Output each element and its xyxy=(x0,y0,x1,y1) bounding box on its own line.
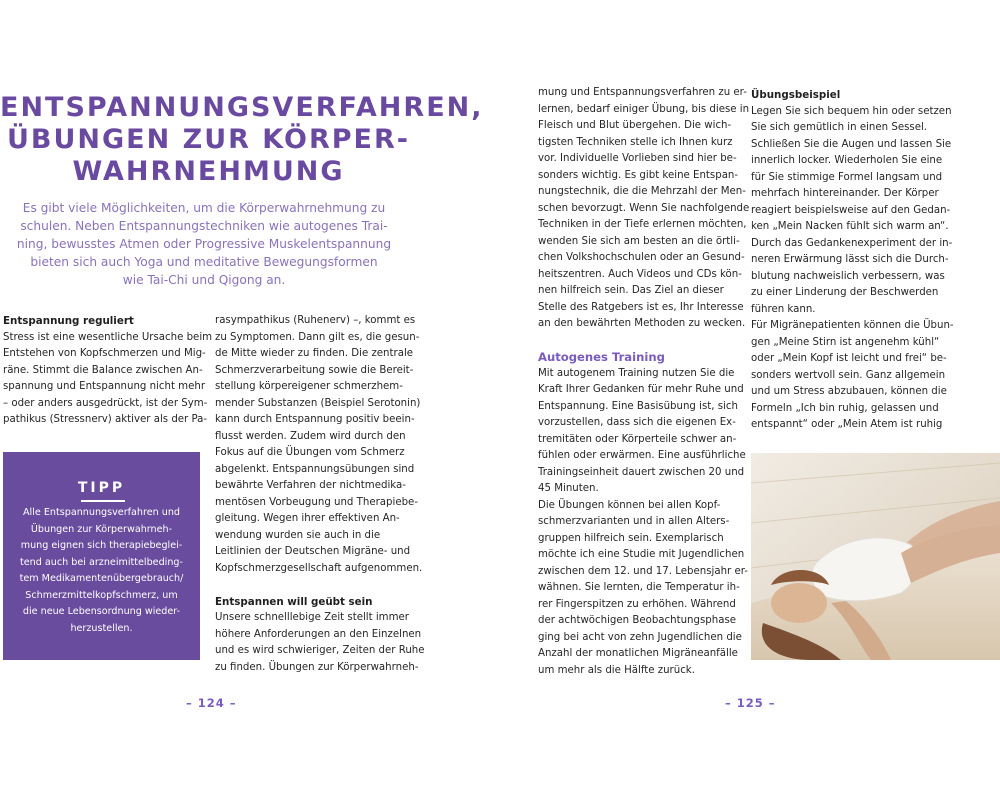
tip-line: Übungen zur Körperwahrneh- xyxy=(30,523,173,535)
text-line: zwischen dem 12. und 17. Lebensjahr er- xyxy=(538,565,748,577)
tip-line: Schmerzmittelkopfschmerz, um xyxy=(25,589,178,601)
tip-line: die neue Lebensordnung wieder- xyxy=(22,606,181,617)
text-line: bewährte Verfahren der nichtmedika- xyxy=(215,480,406,491)
text-line: pathikus (Stressnerv) aktiver als der Pa- xyxy=(3,414,208,425)
text-line: – oder anders ausgedrückt, ist der Sym- xyxy=(3,397,208,409)
title-line: ÜBUNGEN ZUR KÖRPER- xyxy=(6,124,410,155)
text-line: ken „Mein Nacken fühlt sich warm an“. xyxy=(751,221,949,232)
text-line: Für Migränepatienten können die Übun- xyxy=(751,320,954,331)
text-line: Kraft Ihrer Gedanken für mehr Ruhe und xyxy=(538,384,744,395)
text-line: wähnen. Sie lernten, die Temperatur ih- xyxy=(538,582,740,593)
intro-line: Es gibt viele Möglichkeiten, um die Körperwahrnehmung zu xyxy=(22,201,386,215)
text-line: mehrfach hintereinander. Der Körper xyxy=(751,188,939,199)
text-column-1 xyxy=(3,313,213,429)
section-heading: Entspannen will geübt sein xyxy=(215,595,373,608)
text-line: heitszentren. Auch Videos und CDs kön- xyxy=(538,268,742,280)
text-line: Leitlinien der Deutschen Migräne- und xyxy=(215,546,411,557)
text-column-2 xyxy=(215,313,425,676)
text-line: Anzahl der monatlichen Migräneanfälle xyxy=(538,648,738,659)
text-line: Kopfschmerzgesellschaft aufgenommen. xyxy=(215,562,423,574)
text-line: tremitäten oder Körperteile schwer an- xyxy=(538,433,737,445)
text-line: zu einer Linderung der Beschwerden xyxy=(751,287,939,298)
right-page xyxy=(500,0,1000,800)
text-line: 45 Minuten. xyxy=(538,483,599,494)
text-line: schmerzvarianten und in allen Alters- xyxy=(538,516,730,527)
spacer xyxy=(215,577,415,594)
text-line: nen hilfreich sein. Das Ziel an dieser xyxy=(538,285,724,296)
text-line: und um Stress abzubauen, können die xyxy=(751,386,947,397)
tip-line: Alle Entspannungsverfahren und xyxy=(22,507,180,518)
text-line: möchte ich eine Studie mit Jugendlichen xyxy=(538,549,745,560)
tip-title: TIPP xyxy=(77,480,126,496)
text-line: Techniken in der Tiefe erlernen möchten, xyxy=(538,219,747,230)
text-line: mung und Entspannungsverfahren zu er- xyxy=(538,87,747,98)
text-line: Schmerzverarbeitung sowie die Bereit- xyxy=(215,364,414,376)
text-line: wendung wurden sie auch in die xyxy=(215,529,381,541)
text-line: höhere Anforderungen an den Einzelnen xyxy=(215,628,422,640)
text-line: Stelle des Ratgebers ist es, Ihr Interesse xyxy=(538,301,744,313)
text-line: Mit autogenem Training nutzen Sie die xyxy=(538,367,735,379)
relaxing-woman-photo xyxy=(751,453,1000,660)
text-line: führen kann. xyxy=(751,303,816,315)
tip-body xyxy=(7,505,196,637)
text-line: Durch das Gedankenexperiment der in- xyxy=(751,237,953,249)
text-line: rer Fingerspitzen zu erhöhen. Während xyxy=(538,598,736,610)
intro-paragraph xyxy=(16,199,392,289)
text-line: gleitung. Wegen ihrer effektiven An- xyxy=(215,513,400,524)
text-line: Sie sich gemütlich in einen Sessel. xyxy=(751,122,928,133)
text-line: spannung und Entspannung nicht mehr xyxy=(3,381,206,392)
text-line: wenden Sie sich am besten an die örtli- xyxy=(538,235,740,247)
text-line: und es wird schwieriger, Zeiten der Ruhe xyxy=(215,645,425,656)
intro-line: wie Tai-Chi und Qigong an. xyxy=(122,273,286,287)
section-heading-autogenes-training: Autogenes Training xyxy=(538,350,665,364)
intro-line: bieten sich auch Yoga und meditative Bewegungsformen xyxy=(30,255,378,269)
text-line: Fokus auf die Übungen vom Schmerz xyxy=(215,447,405,458)
text-line: zu finden. Übungen zur Körperwahrneh- xyxy=(215,661,419,673)
tip-line: tem Medikamentenübergebrauch/ xyxy=(19,573,184,584)
text-line: mender Substanzen (Beispiel Serotonin) xyxy=(215,397,421,409)
tip-underline xyxy=(81,500,125,502)
text-line: um mehr als die Hälfte zurück. xyxy=(538,664,695,676)
text-line: Entstehen von Kopfschmerzen und Mig- xyxy=(3,348,206,359)
text-line: kann durch Entspannung positiv beein- xyxy=(215,414,415,425)
text-column-3 xyxy=(538,85,750,679)
text-line: gen „Meine Stirn ist angenehm kühl“ xyxy=(751,336,940,348)
text-line: Schließen Sie die Augen und lassen Sie xyxy=(751,138,952,150)
page-number-left: – 124 – xyxy=(186,696,237,710)
text-line: räne. Stimmt die Balance zwischen An- xyxy=(3,364,203,376)
tip-line: herzustellen. xyxy=(70,622,133,634)
text-line: sonders wertvoll sein. Ganz allgemein xyxy=(751,369,946,381)
spacer xyxy=(538,333,743,350)
text-line: blutung nachweislich verbessern, was xyxy=(751,270,945,282)
text-line: fühlen oder erwärmen. Eine ausführliche xyxy=(538,450,746,461)
text-line: stellung körpereigener schmerzhem- xyxy=(215,381,403,392)
text-line: der achtwöchigen Beobachtungsphase xyxy=(538,615,737,626)
text-line: rasympathikus (Ruhenerv) –, kommt es xyxy=(215,315,416,326)
title-line: ENTSPANNUNGSVERFAHREN, xyxy=(0,92,484,123)
text-line: für Sie stimmige Formel langsam und xyxy=(751,171,943,183)
text-line: tigsten Techniken stelle ich Ihnen kurz xyxy=(538,136,733,148)
page-number-right: – 125 – xyxy=(725,696,776,710)
text-line: Entspannung. Eine Basisübung ist, sich xyxy=(538,400,738,412)
section-heading: Entspannung reguliert xyxy=(3,315,134,327)
intro-line: ning, bewusstes Atmen oder Progressive Muskelentspannung xyxy=(16,237,392,251)
text-line: Die Übungen können bei allen Kopf- xyxy=(538,499,721,511)
tip-line: mung eignen sich therapiebeglei- xyxy=(20,540,183,551)
text-line: innerlich locker. Wiederholen Sie eine xyxy=(751,155,943,166)
text-line: vor. Individuelle Vorlieben sind hier be- xyxy=(538,153,737,164)
text-line: de Mitte wieder zu finden. Die zentrale xyxy=(215,348,414,359)
text-line: oder „Mein Kopf ist leicht und frei“ be- xyxy=(751,353,947,364)
text-line: reagiert beispielsweise auf den Gedan- xyxy=(751,204,951,216)
text-line: chen Volkshochschulen oder an Gesund- xyxy=(538,252,745,263)
text-line: Legen Sie sich bequem hin oder setzen xyxy=(751,105,952,117)
text-line: Stress ist eine wesentliche Ursache beim xyxy=(3,331,213,343)
text-line: zu Symptomen. Dann gilt es, die gesun- xyxy=(215,331,420,343)
text-line: entspannt“ oder „Mein Atem ist ruhig xyxy=(751,419,943,430)
intro-line: schulen. Neben Entspannungstechniken wie autogenes Trai- xyxy=(20,219,388,233)
text-line: nungstechnik, die die Mehrzahl der Men- xyxy=(538,186,746,197)
text-line: Formeln „Ich bin ruhig, gelassen und xyxy=(751,402,939,414)
chapter-title xyxy=(0,92,484,188)
text-line: Fleisch und Blut übergehen. Die wich- xyxy=(538,120,732,131)
text-line: mentösen Vorbeugung und Therapiebe- xyxy=(215,496,418,508)
title-line: WAHRNEHMUNG xyxy=(72,156,345,187)
text-line: Trainingseinheit dauert zwischen 20 und xyxy=(538,466,745,478)
text-column-4 xyxy=(751,87,966,434)
text-line: gruppen hilfreich sein. Exemplarisch xyxy=(538,532,724,544)
text-line: vorzustellen, dass sich die eigenen Ex- xyxy=(538,417,736,428)
text-line: ging bei acht von zehn Jugendlichen die xyxy=(538,631,742,643)
text-line: an den bewährten Methoden zu wecken. xyxy=(538,318,746,329)
tip-line: tend auch bei arzneimittelbeding- xyxy=(20,556,183,568)
tip-box xyxy=(3,452,200,660)
text-line: neren Erwärmung lässt sich die Durch- xyxy=(751,254,949,265)
text-line: sonders wichtig. Es gibt keine Entspan- xyxy=(538,169,739,181)
text-line: abgelenkt. Entspannungsübungen sind xyxy=(215,463,415,475)
text-line: lernen, bedarf einiger Übung, bis diese in xyxy=(538,103,750,115)
section-heading: Übungsbeispiel xyxy=(751,89,841,101)
text-line: Unsere schnelllebige Zeit stellt immer xyxy=(215,612,409,623)
text-line: schen bevorzugt. Wenn Sie nachfolgende xyxy=(538,202,750,214)
text-line: flusst werden. Zudem wird durch den xyxy=(215,430,406,442)
